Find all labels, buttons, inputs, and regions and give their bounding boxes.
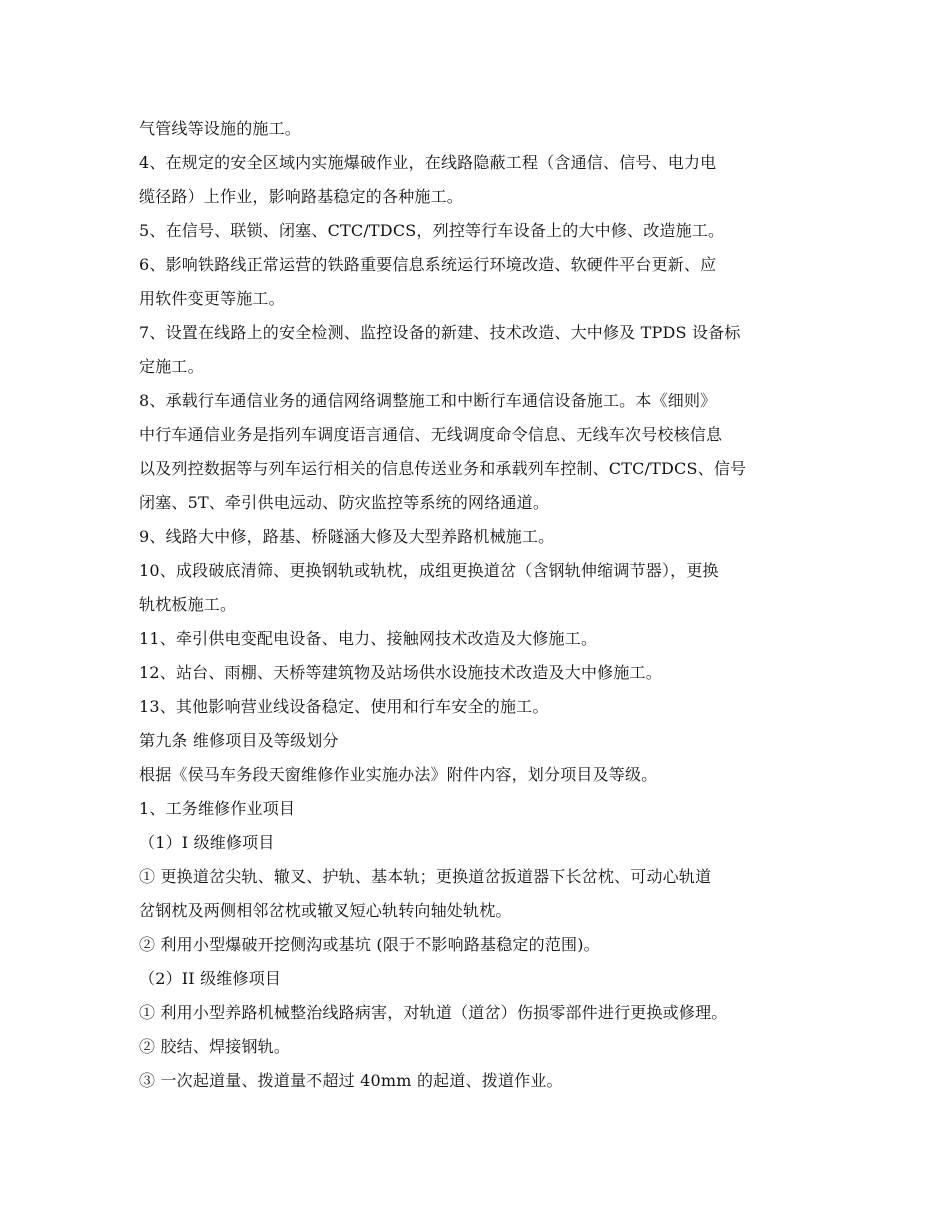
text-line: 定施工。 bbox=[139, 357, 204, 376]
text-line: 8、承载行车通信业务的通信网络调整施工和中断行车通信设备施工。本《细则》 bbox=[139, 391, 717, 410]
text-line: 缆径路）上作业，影响路基稳定的各种施工。 bbox=[139, 187, 464, 206]
text-line: 闭塞、5T、牵引供电远动、防灾监控等系统的网络通道。 bbox=[139, 493, 550, 512]
text-line: 6、影响铁路线正常运营的铁路重要信息系统运行环境改造、软硬件平台更新、应 bbox=[139, 255, 717, 274]
text-line: 以及列控数据等与列车运行相关的信息传送业务和承载列车控制、CTC/TDCS、信号 bbox=[139, 459, 747, 478]
text-line: 7、设置在线路上的安全检测、监控设备的新建、技术改造、大中修及 TPDS 设备标 bbox=[139, 323, 741, 342]
subsection-heading: 1、工务维修作业项目 bbox=[139, 799, 296, 818]
document-body bbox=[139, 112, 819, 1098]
text-line: 10、成段破底清筛、更换钢轨或轨枕，成组更换道岔（含钢轨伸缩调节器），更换 bbox=[139, 561, 719, 580]
text-line: ① 利用小型养路机械整治线路病害，对轨道（道岔）伤损零部件进行更换或修理。 bbox=[139, 1003, 728, 1022]
text-line: 13、其他影响营业线设备稳定、使用和行车安全的施工。 bbox=[139, 697, 549, 716]
text-line: ② 利用小型爆破开挖侧沟或基坑 (限于不影响路基稳定的范围)。 bbox=[139, 935, 600, 954]
text-line: 12、站台、雨棚、天桥等建筑物及站场供水设施技术改造及大中修施工。 bbox=[139, 663, 662, 682]
text-line: ① 更换道岔尖轨、辙叉、护轨、基本轨；更换道岔扳道器下长岔枕、可动心轨道 bbox=[139, 867, 712, 886]
text-line: 根据《侯马车务段天窗维修作业实施办法》附件内容，划分项目及等级。 bbox=[139, 765, 658, 784]
level-heading: （2）II 级维修项目 bbox=[139, 969, 282, 988]
text-line: 9、线路大中修，路基、桥隧涵大修及大型养路机械施工。 bbox=[139, 527, 555, 546]
section-heading: 第九条 维修项目及等级划分 bbox=[139, 731, 339, 750]
text-line: 轨枕板施工。 bbox=[139, 595, 237, 614]
text-line: 11、牵引供电变配电设备、电力、接触网技术改造及大修施工。 bbox=[139, 629, 598, 648]
level-heading: （1）I 级维修项目 bbox=[139, 833, 275, 852]
text-line: 用软件变更等施工。 bbox=[139, 289, 285, 308]
text-line: 5、在信号、联锁、闭塞、CTC/TDCS，列控等行车设备上的大中修、改造施工。 bbox=[139, 221, 725, 240]
text-line: ③ 一次起道量、拨道量不超过 40mm 的起道、拨道作业。 bbox=[139, 1071, 563, 1090]
text-line: ② 胶结、焊接钢轨。 bbox=[139, 1037, 291, 1056]
text-line: 岔钢枕及两侧相邻岔枕或辙叉短心轨转向轴处轨枕。 bbox=[139, 901, 512, 920]
text-line: 中行车通信业务是指列车调度语言通信、无线调度命令信息、无线车次号校核信息 bbox=[139, 425, 723, 444]
text-line: 气管线等设施的施工。 bbox=[139, 119, 302, 138]
text-line: 4、在规定的安全区域内实施爆破作业，在线路隐蔽工程（含通信、信号、电力电 bbox=[139, 153, 717, 172]
